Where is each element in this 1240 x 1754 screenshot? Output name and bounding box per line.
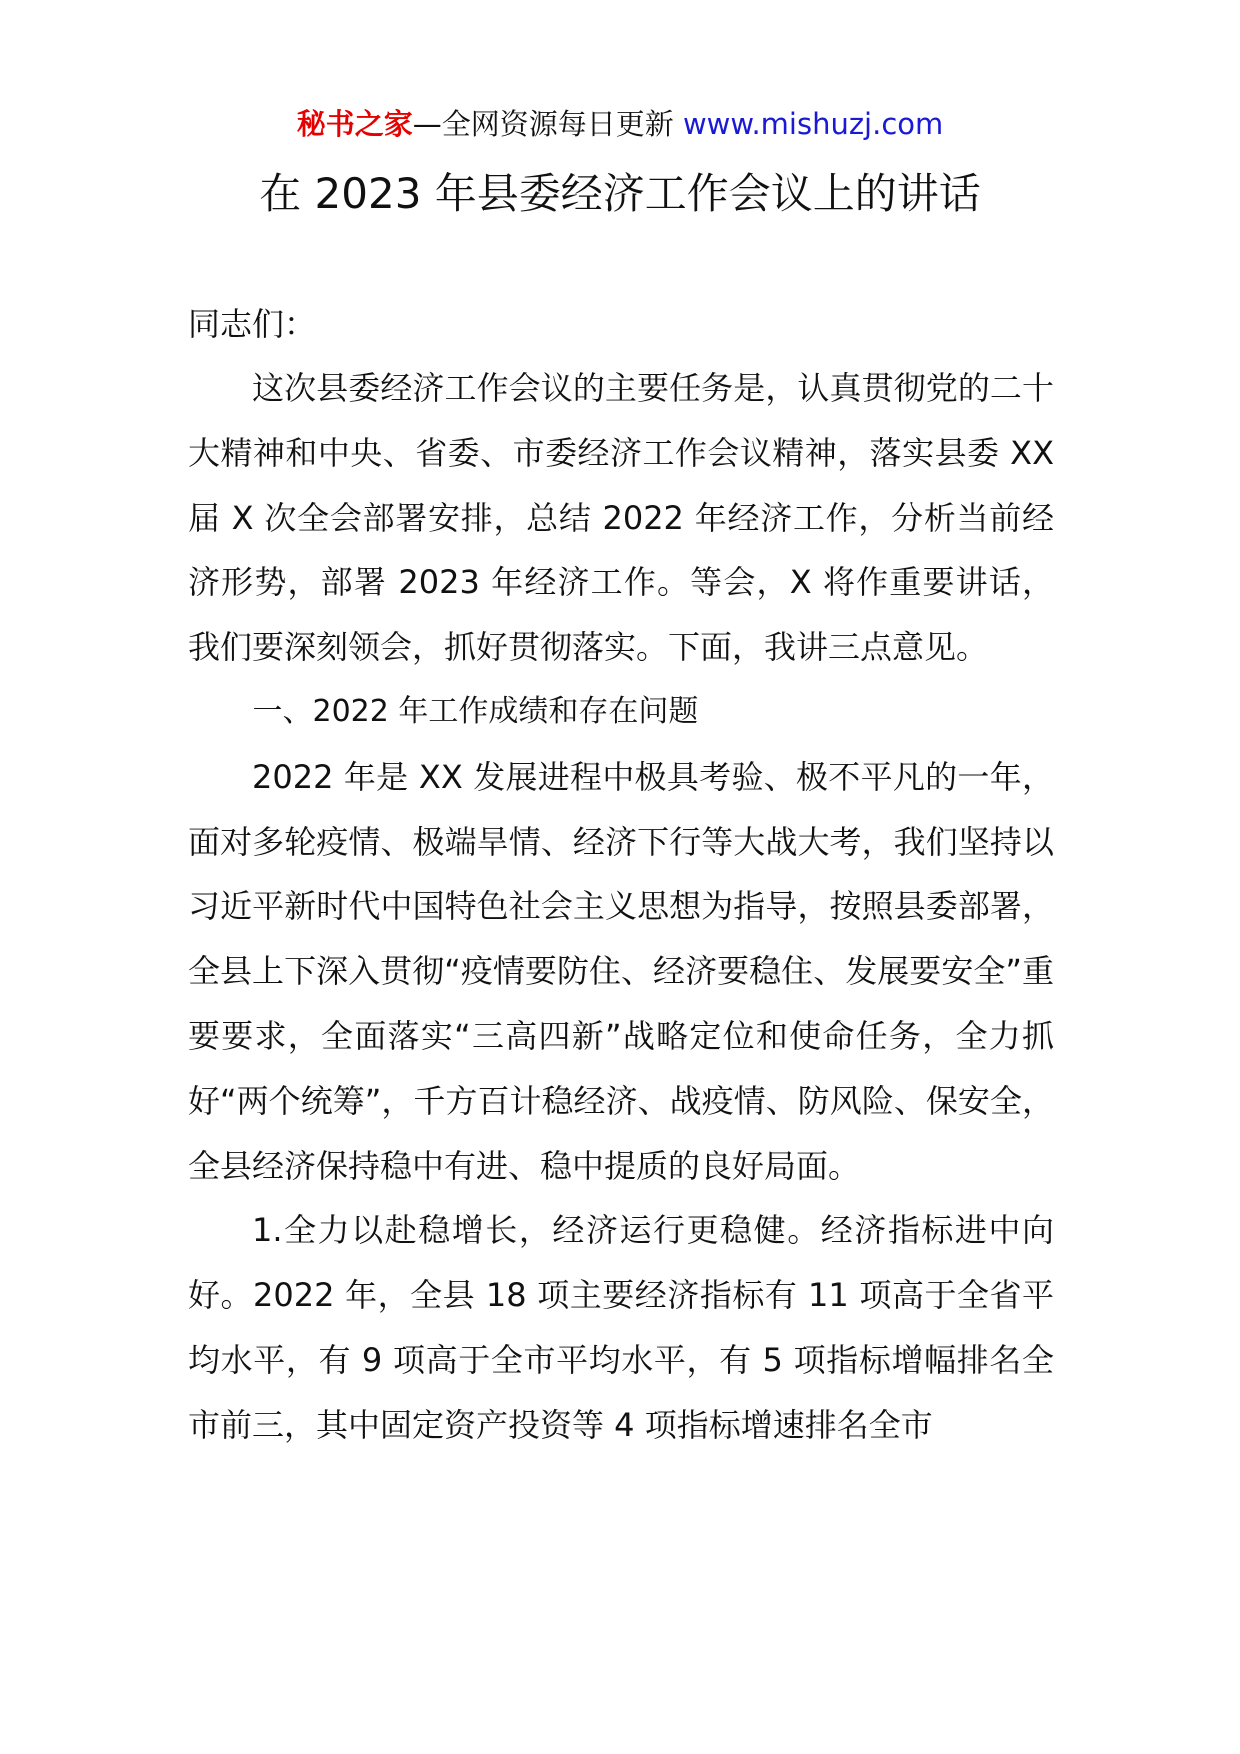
- brand-name: 秘书之家: [296, 107, 413, 141]
- body-paragraph: 1.全力以赴稳增长，经济运行更稳健。经济指标进中向好。2022 年，全县 18 项主要经济指标有 11 项高于全省平均水平，有 9 项高于全市平均水平，有 5 项指标增幅排名全市前三，其中固定资产投资等 4 项指标增速排名全市: [188, 1211, 1054, 1444]
- site-url-link[interactable]: www.mishuzj.com: [682, 107, 944, 141]
- body-paragraph: 这次县委经济工作会议的主要任务是，认真贯彻党的二十大精神和中央、省委、市委经济工作会议精神，落实县委 XX 届 X 次全会部署安排，总结 2022 年经济工作，分析当前经济形势，部署 2023 年经济工作。等会，X 将作重要讲话，我们要深刻领会，抓好贯彻落实。下面，我讲三点意见。: [188, 369, 1054, 667]
- section-heading: 一、2022 年工作成绩和存在问题: [252, 693, 699, 729]
- header-tagline: —全网资源每日更新: [412, 107, 674, 141]
- body-paragraph: 2022 年是 XX 发展进程中极具考验、极不平凡的一年，面对多轮疫情、极端旱情、经济下行等大战大考，我们坚持以习近平新时代中国特色社会主义思想为指导，按照县委部署，全县上下深入贯彻“疫情要防住、经济要稳住、发展要安全”重要要求，全面落实“三高四新”战略定位和使命任务，全力抓好“两个统筹”，千方百计稳经济、战疫情、防风险、保安全，全县经济保持稳中有进、稳中提质的良好局面。: [188, 757, 1054, 1185]
- salutation: 同志们：: [188, 305, 317, 343]
- document-title: 在 2023 年县委经济工作会议上的讲话: [259, 169, 981, 218]
- document-body: [188, 292, 1054, 1458]
- site-header: [0, 100, 1240, 148]
